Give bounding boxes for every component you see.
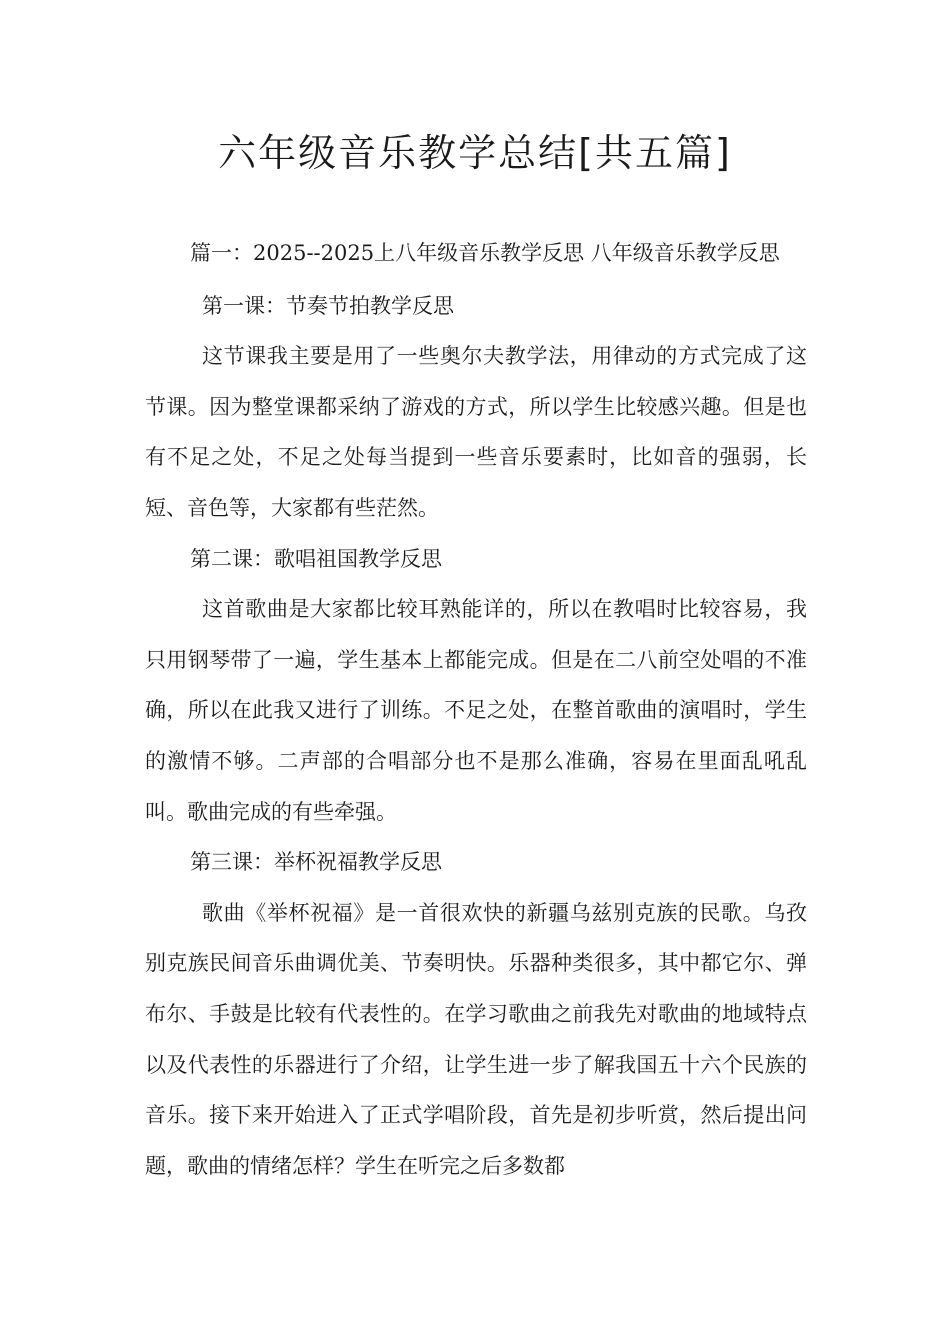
lesson-heading-1: 第一课：节奏节拍教学反思 xyxy=(202,293,454,318)
lesson-heading-2: 第二课：歌唱祖国教学反思 xyxy=(190,546,442,571)
lesson-paragraph-2: 这首歌曲是大家都比较耳熟能详的，所以在教唱时比较容易，我只用钢琴带了一遍，学生基本上都能完成。但是在二八前空处唱的不准确，所以在此我又进行了训练。不足之处，在整首歌曲的演唱时，学生的激情不够。二声部的合唱部分也不是那么准确，容易在里面乱吼乱叫。歌曲完成的有些牵强。 xyxy=(145,597,807,824)
section-heading-1: 篇一：2025--2025上八年级音乐教学反思 八年级音乐教学反思 xyxy=(190,241,780,265)
lesson-heading-3: 第三课：举杯祝福教学反思 xyxy=(190,850,442,875)
lesson-paragraph-1: 这节课我主要是用了一些奥尔夫教学法，用律动的方式完成了这节课。因为整堂课都采纳了游戏的方式，所以学生比较感兴趣。但是也有不足之处，不足之处每当提到一些音乐要素时，比如音的强弱，长短、音色等，大家都有些茫然。 xyxy=(145,344,807,520)
document-title: 六年级音乐教学总结[共五篇] xyxy=(218,131,732,175)
document-body xyxy=(145,228,807,1191)
lesson-paragraph-3: 歌曲《举杯祝福》是一首很欢快的新疆乌兹别克族的民歌。乌孜别克族民间音乐曲调优美、节奏明快。乐器种类很多，其中都它尔、弹布尔、手鼓是比较有代表性的。在学习歌曲之前我先对歌曲的地域特点以及代表性的乐器进行了介绍，让学生进一步了解我国五十六个民族的音乐。接下来开始进入了正式学唱阶段，首先是初步听赏，然后提出问题，歌曲的情绪怎样？学生在听完之后多数都 xyxy=(145,900,807,1178)
